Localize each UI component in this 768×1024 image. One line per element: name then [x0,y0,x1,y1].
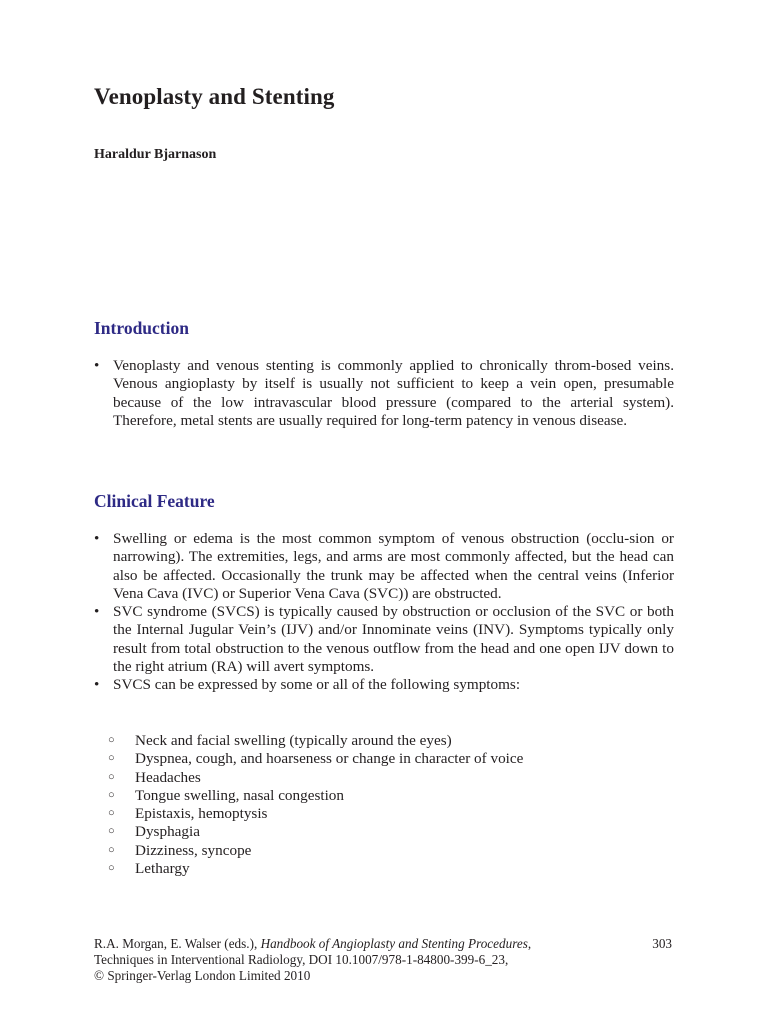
symptom-item [108,750,523,768]
symptom-text: Neck and facial swelling (typically around the eyes) [135,732,452,749]
footer-citation-line1 [94,936,674,952]
symptom-item [108,787,523,805]
bullet-icon: • [94,357,100,374]
list-item [94,603,674,676]
section-heading-introduction: Introduction [94,318,189,338]
footer-copyright: © Springer-Verlag London Limited 2010 [94,968,311,983]
circle-bullet-icon: ○ [108,770,115,783]
symptom-item [108,732,523,750]
list-item-text: SVC syndrome (SVCS) is typically caused by obstruction or occlusion of the SVC or both the Internal Jugular Vein’s (IJV) and/or Innominate veins (INV). Symptoms typically only result from total obstruction to the venous outflow from the head and one open IJV down to the right atrium (RA) will avert symptoms. [113,603,674,676]
circle-bullet-icon: ○ [108,807,115,820]
symptom-text: Dyspnea, cough, and hoarseness or change in character of voice [135,750,524,768]
page [94,0,674,1024]
list-item-text: SVCS can be expressed by some or all of the following symptoms: [113,676,521,694]
circle-bullet-icon: ○ [108,788,115,801]
symptom-list [108,732,523,878]
symptom-item [108,823,523,841]
chapter-title: Venoplasty and Stenting [94,84,335,109]
symptom-text: Dizziness, syncope [135,841,252,859]
list-item [94,676,674,694]
footer-citation-line2: Techniques in Interventional Radiology, DOI 10.1007/978-1-84800-399-6_23, [94,952,509,967]
clinical-feature-list [94,530,674,695]
page-footer [94,936,674,984]
bullet-icon: • [94,530,100,547]
bullet-icon: • [94,603,100,621]
symptom-text: Lethargy [135,860,190,878]
list-item-text: Venoplasty and venous stenting is commonly applied to chronically throm-bosed veins. Venous angioplasty by itself is usually not sufficient to keep a vein open, presumable because of the low intravascular blood pressure (compared to the arterial system). Therefore, metal stents are usually required for long-term patency in venous disease. [113,357,674,429]
circle-bullet-icon: ○ [108,752,115,765]
citation-book-title: Handbook of Angioplasty and Stenting Procedures [260,936,528,951]
bullet-icon: • [94,676,100,694]
symptom-item [108,805,523,823]
symptom-item [108,860,523,878]
circle-bullet-icon: ○ [108,843,115,856]
author-name: Haraldur Bjarnason [94,147,217,162]
introduction-list [94,357,674,430]
section-heading-clinical-feature: Clinical Feature [94,491,215,511]
list-item [94,530,674,603]
citation-authors: R.A. Morgan, E. Walser (eds.), [94,936,258,951]
symptom-text: Headaches [135,768,201,786]
symptom-text: Tongue swelling, nasal congestion [135,786,344,804]
list-item [94,357,674,430]
symptom-text: Epistaxis, hemoptysis [135,805,268,823]
symptom-item [108,842,523,860]
citation-comma: , [527,936,532,951]
symptom-text: Dysphagia [135,823,200,841]
symptom-item [108,769,523,787]
circle-bullet-icon: ○ [108,825,115,838]
list-item-text: Swelling or edema is the most common symptom of venous obstruction (occlu-sion or narrowing). The extremities, legs, and arms are most commonly affected, but the head can also be affected. Occasionally the trunk may be affected when the central veins (Inferior Vena Cava (IVC) or Superior Vena Cava (SVC)) are obstructed. [113,530,674,602]
circle-bullet-icon: ○ [108,734,115,746]
page-number: 303 [652,936,672,951]
circle-bullet-icon: ○ [108,862,115,875]
